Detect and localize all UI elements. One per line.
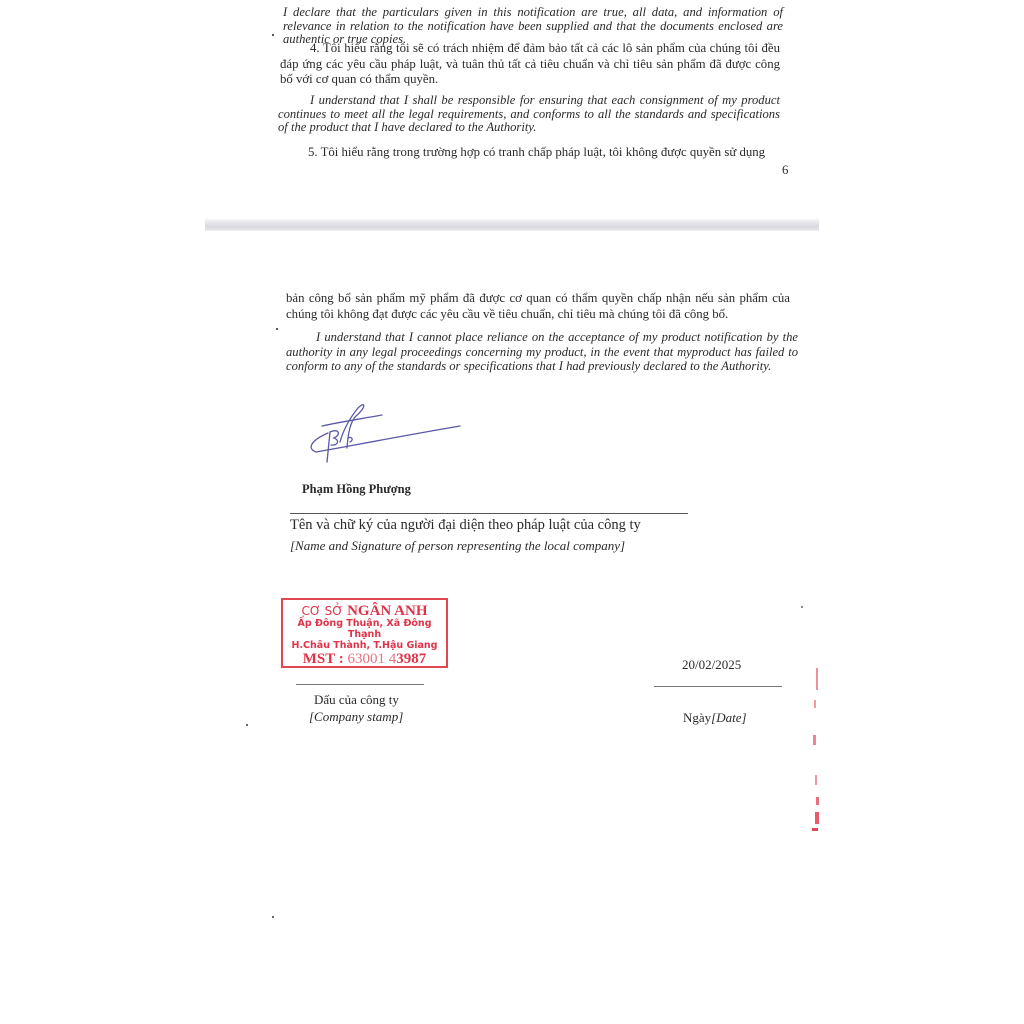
stamp-company-name: NGÂN ANH bbox=[347, 603, 428, 619]
date-label-en: [Date] bbox=[711, 710, 747, 725]
signature-label-en: [Name and Signature of person representing the local company] bbox=[290, 538, 626, 553]
company-stamp bbox=[281, 598, 448, 668]
stamp-mst-label: MST : bbox=[302, 651, 344, 667]
item-5-vn-start: 5. Tôi hiểu rằng trong trường hợp có tranh chấp pháp luật, tôi không được quyền sử dụng bbox=[308, 145, 766, 159]
page-separator bbox=[205, 219, 819, 231]
signature-line bbox=[290, 513, 688, 514]
stamp-label-en: [Company stamp] bbox=[309, 709, 404, 724]
date-label-vn: Ngày bbox=[683, 710, 712, 725]
stamp-prefix: CƠ SỞ bbox=[301, 604, 344, 618]
stamp-label-vn: Dấu của công ty bbox=[314, 692, 399, 707]
page-number: 6 bbox=[782, 163, 789, 177]
stamp-address-1: Ấp Đông Thuận, Xã Đông Thạnh bbox=[297, 618, 432, 640]
date-value: 20/02/2025 bbox=[682, 657, 742, 672]
signature-label-vn: Tên và chữ ký của người đại diện theo pháp luật của công ty bbox=[290, 517, 641, 533]
item-4-en: I understand that I shall be responsible for ensuring that each consignment of my product continues to meet all the legal requirements, and conforms to all the standards and specifications of the product that I have declared to the Authority. bbox=[278, 93, 780, 134]
signature-image bbox=[300, 398, 470, 468]
date-line bbox=[654, 686, 782, 687]
stamp-address-2: H.Châu Thành, T.Hậu Giang bbox=[291, 640, 438, 651]
item-5-en: I understand that I cannot place reliance on the acceptance of my product notification by the authority in any legal proceedings concerning my product, in the event that myproduct has failed to conform to any of the standards or specifications that I had previously declared to the Authority. bbox=[286, 330, 798, 373]
stamp-mst-value-a: 63001 4 bbox=[347, 651, 397, 667]
stamp-line bbox=[296, 684, 424, 685]
item-5-vn-cont: bản công bố sản phẩm mỹ phẩm đã được cơ quan có thẩm quyền chấp nhận nếu sản phẩm của chúng tôi không đạt được các yêu cầu về tiêu chuẩn, chỉ tiêu mà chúng tôi đã công bố. bbox=[286, 291, 790, 321]
signer-name: Phạm Hồng Phượng bbox=[302, 482, 411, 496]
stamp-mst-value-b: 3987 bbox=[396, 651, 427, 667]
item-4-vn: 4. Tôi hiểu rằng tôi sẽ có trách nhiệm để đảm bảo tất cả các lô sản phẩm của chúng tôi đều đáp ứng các yêu cầu pháp luật, và tuân thủ tất cả tiêu chuẩn và chỉ tiêu sản phẩm đã được công bố với cơ quan có thẩm quyền. bbox=[280, 41, 780, 86]
declaration-en: I declare that the particulars given in this notification are true, all data, and information of relevance in relation to the notification have been supplied and that the documents enclosed are authentic or true copies. bbox=[283, 5, 783, 46]
